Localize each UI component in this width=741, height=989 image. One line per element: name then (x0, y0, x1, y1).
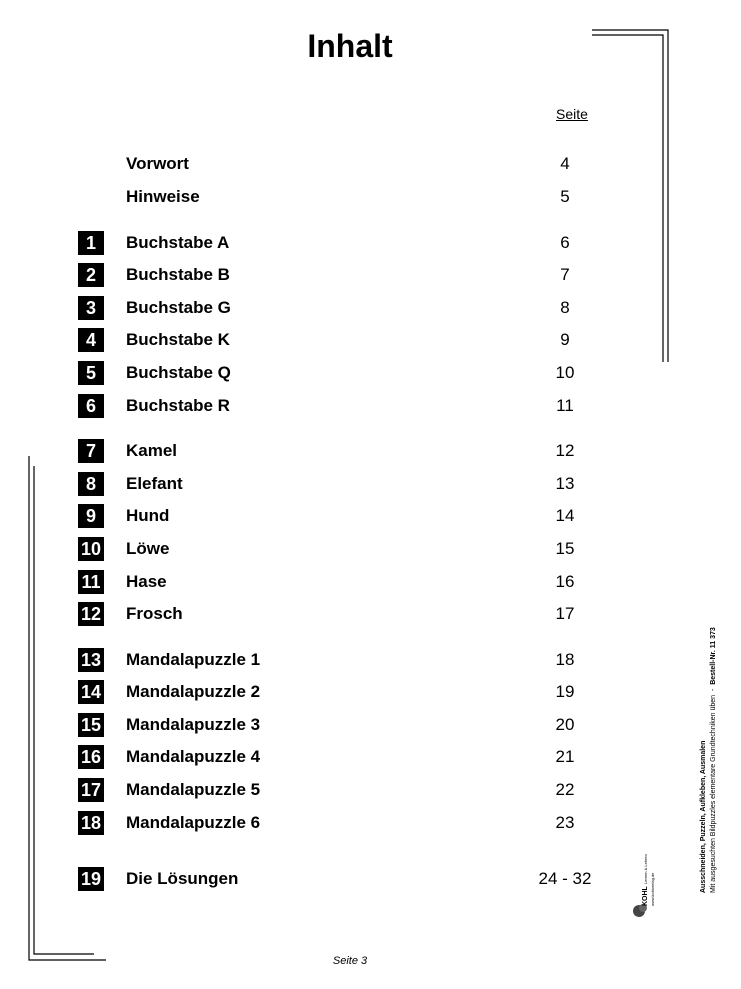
chapter-number-badge: 15 (78, 713, 104, 737)
toc-row (0, 296, 700, 320)
chapter-number-badge: 2 (78, 263, 104, 287)
side-book-info (699, 573, 741, 893)
toc-entry-label: Hund (126, 506, 170, 525)
toc-entry-label: Mandalapuzzle 1 (126, 650, 261, 669)
chapter-number-badge: 1 (78, 231, 104, 255)
toc-row (0, 680, 700, 704)
toc-page-number: 15 (555, 539, 575, 558)
side-book-title: Ausschneiden, Puzzeln, Aufkleben, Ausmalen (700, 740, 707, 893)
chapter-number-badge: 5 (78, 361, 104, 385)
toc-page-number: 10 (555, 363, 575, 382)
toc-page-number: 23 (555, 813, 575, 832)
toc-entry-label: Die Lösungen (126, 869, 239, 888)
toc-entry-label: Buchstabe B (126, 265, 230, 284)
toc-page-number: 12 (555, 441, 575, 460)
chapter-number-badge: 18 (78, 811, 104, 835)
toc-row (0, 745, 700, 769)
toc-entry-label: Buchstabe R (126, 396, 230, 415)
chapter-number-badge: 7 (78, 439, 104, 463)
toc-row (0, 570, 700, 594)
order-number: Bestell-Nr. 11 373 (710, 627, 717, 685)
toc-page-number: 14 (555, 506, 575, 525)
toc-entry-label: Buchstabe A (126, 233, 230, 252)
toc-row (0, 263, 700, 287)
toc-entry-label: Mandalapuzzle 3 (126, 715, 261, 734)
chapter-number-badge: 6 (78, 394, 104, 418)
publisher-logo-icon (632, 854, 660, 918)
chapter-number-badge: 12 (78, 602, 104, 626)
toc-page-number: 4 (560, 154, 570, 173)
chapter-number-badge: 16 (78, 745, 104, 769)
seite-column-header: Seite (556, 106, 588, 122)
toc-page-number: 17 (555, 604, 575, 623)
chapter-number-badge: 19 (78, 867, 104, 891)
toc-row (0, 537, 700, 561)
toc-entry-label: Mandalapuzzle 6 (126, 813, 261, 832)
toc-page-number: 8 (560, 298, 570, 317)
toc-row (0, 394, 700, 418)
toc-row (0, 648, 700, 672)
toc-row (0, 778, 700, 802)
toc-row (0, 867, 700, 891)
publisher-name: KOHL (642, 886, 649, 906)
toc-entry-label: Vorwort (126, 154, 189, 173)
toc-entry-label: Frosch (126, 604, 183, 623)
toc-row (0, 231, 700, 255)
chapter-number-badge: 13 (78, 648, 104, 672)
toc-row (0, 361, 700, 385)
toc-entry-label: Mandalapuzzle 2 (126, 682, 261, 701)
toc-page-number: 18 (555, 650, 575, 669)
page-title: Inhalt (307, 28, 393, 64)
toc-entry-label: Buchstabe Q (126, 363, 231, 382)
toc-row (0, 504, 700, 528)
toc-entry-label: Mandalapuzzle 4 (126, 747, 261, 766)
toc-row (0, 713, 700, 737)
toc-page-number: 20 (555, 715, 575, 734)
toc-page-number: 5 (560, 187, 570, 206)
toc-row (0, 185, 700, 209)
toc-entry-label: Buchstabe G (126, 298, 231, 317)
toc-entry-label: Mandalapuzzle 5 (126, 780, 261, 799)
publisher-website: www.kohlverlag.de (650, 872, 655, 906)
chapter-number-badge: 14 (78, 680, 104, 704)
toc-page-number: 19 (555, 682, 575, 701)
toc-page-number: 6 (560, 233, 570, 252)
side-book-subtitle: Mit ausgesuchten Bildpuzzles elementare Grundtechniken üben - Bestell-Nr. 11 373 (710, 627, 717, 893)
toc-row (0, 602, 700, 626)
chapter-number-badge: 4 (78, 328, 104, 352)
toc-page-number: 16 (555, 572, 575, 591)
publisher-logo (632, 854, 660, 923)
toc-entry-label: Elefant (126, 474, 183, 493)
toc-row (0, 811, 700, 835)
toc-page-number: 13 (555, 474, 575, 493)
chapter-number-badge: 3 (78, 296, 104, 320)
toc-row (0, 328, 700, 352)
page-footer: Seite 3 (332, 955, 368, 967)
toc-page-number: 11 (556, 396, 574, 415)
publisher-tagline: Lernen & Lehren (643, 854, 648, 884)
chapter-number-badge: 8 (78, 472, 104, 496)
toc-entry-label: Hase (126, 572, 167, 591)
toc-page-number: 24 - 32 (538, 869, 592, 888)
toc-page-number: 7 (560, 265, 570, 284)
toc-entry-label: Buchstabe K (126, 330, 230, 349)
toc-entry-label: Löwe (126, 539, 170, 558)
chapter-number-badge: 10 (78, 537, 104, 561)
toc-row (0, 472, 700, 496)
chapter-number-badge: 9 (78, 504, 104, 528)
toc-row (0, 439, 700, 463)
toc-page-number: 22 (555, 780, 575, 799)
chapter-number-badge: 17 (78, 778, 104, 802)
toc-row (0, 152, 700, 176)
toc-page-number: 9 (560, 330, 570, 349)
chapter-number-badge: 11 (78, 570, 104, 594)
toc-entry-label: Hinweise (126, 187, 200, 206)
toc-page-number: 21 (555, 747, 575, 766)
toc-entry-label: Kamel (126, 441, 178, 460)
